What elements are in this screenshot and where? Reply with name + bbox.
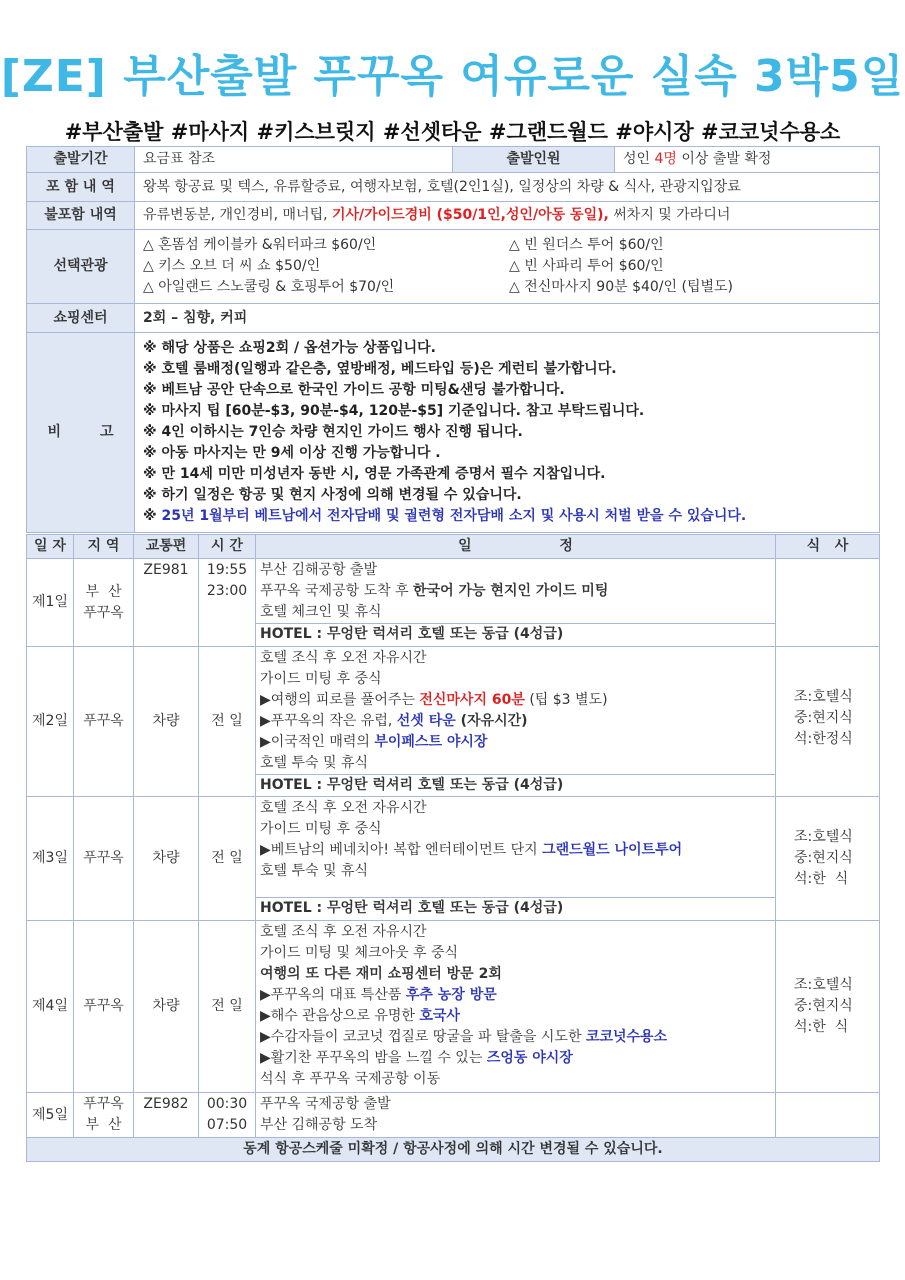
day-time: 00:30 07:50: [199, 1093, 256, 1138]
day-label: 제5일: [27, 1093, 74, 1138]
note-item: ※ 아동 마사지는 만 9세 이상 진행 가능합니다 .: [143, 445, 441, 461]
note-item: ※ 만 14세 미만 미성년자 동반 시, 영문 가족관계 증명서 필수 지참입니다.: [143, 466, 606, 482]
period-label: 출발기간: [27, 147, 135, 173]
day-transport: 차량: [134, 921, 199, 1093]
note-item: ※ 해당 상품은 쇼핑2회 / 옵션가능 상품입니다.: [143, 340, 436, 356]
hotel-info: HOTEL : 무엉탄 럭셔리 호텔 또는 동급 (4성급): [256, 774, 775, 796]
info-table: [26, 146, 880, 533]
header-meals: 식 사: [776, 535, 880, 559]
note-item: ※ 호텔 룸배정(일행과 같은층, 옆방배정, 베드타입 등)은 게런티 불가합니다.: [143, 361, 617, 377]
day-transport: ZE981: [134, 559, 199, 647]
option-item: △ 아일랜드 스노쿨링 & 호핑투어 $70/인: [143, 279, 395, 295]
notes-list: [135, 333, 880, 533]
day-transport: 차량: [134, 647, 199, 797]
shopping-value: 2회 – 침향, 커피: [135, 304, 880, 333]
note-item: ※ 하기 일정은 항공 및 현지 사정에 의해 변경될 수 있습니다.: [143, 487, 522, 503]
header-transport: 교통편: [134, 535, 199, 559]
day-meals: [776, 1093, 880, 1138]
day-region: 푸꾸옥: [74, 647, 134, 797]
header-time: 시 간: [199, 535, 256, 559]
day-time: 19:55 23:00: [199, 559, 256, 647]
day-time: 전 일: [199, 647, 256, 797]
exclude-value: 유류변동분, 개인경비, 매너팁, 기사/가이드경비 ($50/1인,성인/아동 동일), 써차지 및 가라디너: [135, 202, 880, 230]
day-time: 전 일: [199, 921, 256, 1093]
day-label: 제1일: [27, 559, 74, 647]
header-day: 일 자: [27, 535, 74, 559]
day-region: 푸꾸옥 부 산: [74, 1093, 134, 1138]
day-meals: 조:호텔식 중:현지식 석:한정식: [776, 647, 880, 797]
day-meals: 조:호텔식 중:현지식 석:한 식: [776, 921, 880, 1093]
hotel-info: HOTEL : 무엉탄 럭셔리 호텔 또는 동급 (4성급): [256, 897, 775, 919]
header-region: 지 역: [74, 535, 134, 559]
day-itinerary: 호텔 조식 후 오전 자유시간 가이드 미팅 및 체크아웃 후 중식 여행의 또 다른 재미 쇼핑센터 방문 2회 ▶푸꾸옥의 대표 특산품 후추 농장 방문 ▶해수 관음상으로 유명한 호국사 ▶수감자들이 코코넛 껍질로 땅굴을 파 탈출을 시도한 코코넛수용소 ▶활기찬 푸꾸옥의 밤을 느낄 수 있는 즈엉동 야시장 석식 후 푸꾸옥 국제공항 이동: [256, 921, 776, 1093]
day-label: 제4일: [27, 921, 74, 1093]
pax-label: 출발인원: [453, 147, 615, 173]
day-row: [27, 1093, 880, 1138]
day-region: 푸꾸옥: [74, 921, 134, 1093]
day-itinerary: 부산 김해공항 출발 푸꾸옥 국제공항 도착 후 한국어 가능 현지인 가이드 미팅 호텔 체크인 및 휴식 HOTEL : 무엉탄 럭셔리 호텔 또는 동급 (4성급): [256, 559, 776, 647]
options-list: [135, 230, 880, 304]
option-item: △ 전신마사지 90분 $40/인 (팁별도): [509, 279, 733, 295]
day-row: [27, 797, 880, 921]
day-meals: [776, 559, 880, 647]
day-itinerary: 호텔 조식 후 오전 자유시간 가이드 미팅 후 중식 ▶베트남의 베네치아! 복합 엔터테이먼트 단지 그랜드월드 나이트투어 호텔 투숙 및 휴식 HOTEL : 무엉탄 럭셔리 호텔 또는 동급 (4성급): [256, 797, 776, 921]
day-row: [27, 647, 880, 797]
option-item: △ 빈 사파리 투어 $60/인: [509, 258, 664, 274]
option-item: △ 빈 원더스 투어 $60/인: [509, 237, 664, 253]
option-item: △ 혼똠섬 케이블카 &워터파크 $60/인: [143, 237, 377, 253]
hotel-info: HOTEL : 무엉탄 럭셔리 호텔 또는 동급 (4성급): [256, 623, 775, 645]
day-row: [27, 921, 880, 1093]
schedule-footer-note: 동계 항공스케줄 미확정 / 항공사정에 의해 시간 변경될 수 있습니다.: [27, 1138, 880, 1162]
day-time: 전 일: [199, 797, 256, 921]
options-label: 선택관광: [27, 230, 135, 304]
day-row: [27, 559, 880, 647]
option-item: △ 키스 오브 더 씨 쇼 $50/인: [143, 258, 321, 274]
header-itinerary: 일 정: [256, 535, 776, 559]
hashtag-line: #부산출발 #마사지 #키스브릿지 #선셋타운 #그랜드월드 #야시장 #코코넛수용소: [64, 120, 841, 144]
day-itinerary: 푸꾸옥 국제공항 출발 부산 김해공항 도착: [256, 1093, 776, 1138]
page-title: [ZE] 부산출발 푸꾸옥 여유로운 실속 3박5일: [0, 51, 905, 102]
shopping-label: 쇼핑센터: [27, 304, 135, 333]
include-label: 포 함 내 역: [27, 173, 135, 202]
note-item: ※ 베트남 공안 단속으로 한국인 가이드 공항 미팅&샌딩 불가합니다.: [143, 382, 565, 398]
note-item: ※ 마사지 팁 [60분-$3, 90분-$4, 120분-$5] 기준입니다. 참고 부탁드립니다.: [143, 403, 645, 419]
day-meals: 조:호텔식 중:현지식 석:한 식: [776, 797, 880, 921]
day-region: 부 산 푸꾸옥: [74, 559, 134, 647]
day-region: 푸꾸옥: [74, 797, 134, 921]
note-item: ※ 4인 이하시는 7인승 차량 현지인 가이드 행사 진행 됩니다.: [143, 424, 523, 440]
pax-value: 성인 4명 이상 출발 확정: [615, 147, 880, 173]
note-item-highlight: ※ 25년 1월부터 베트남에서 전자담배 및 궐련형 전자담배 소지 및 사용시 처벌 받을 수 있습니다.: [143, 508, 747, 524]
period-value: 요금표 참조: [135, 147, 453, 173]
day-label: 제3일: [27, 797, 74, 921]
notes-label: 비 고: [27, 333, 135, 533]
schedule-table: [26, 534, 880, 1162]
day-label: 제2일: [27, 647, 74, 797]
day-transport: 차량: [134, 797, 199, 921]
day-transport: ZE982: [134, 1093, 199, 1138]
day-itinerary: 호텔 조식 후 오전 자유시간 가이드 미팅 후 중식 ▶여행의 피로를 풀어주는 전신마사지 60분 (팁 $3 별도) ▶푸꾸옥의 작은 유럽, 선셋 타운 (자유시간) ▶이국적인 매력의 부이페스트 야시장 호텔 투숙 및 휴식 HOTEL : 무엉탄 럭셔리 호텔 또는 동급 (4성급): [256, 647, 776, 797]
include-value: 왕복 항공료 및 텍스, 유류할증료, 여행자보험, 호텔(2인1실), 일정상의 차량 & 식사, 관광지입장료: [135, 173, 880, 202]
exclude-label: 불포함 내역: [27, 202, 135, 230]
